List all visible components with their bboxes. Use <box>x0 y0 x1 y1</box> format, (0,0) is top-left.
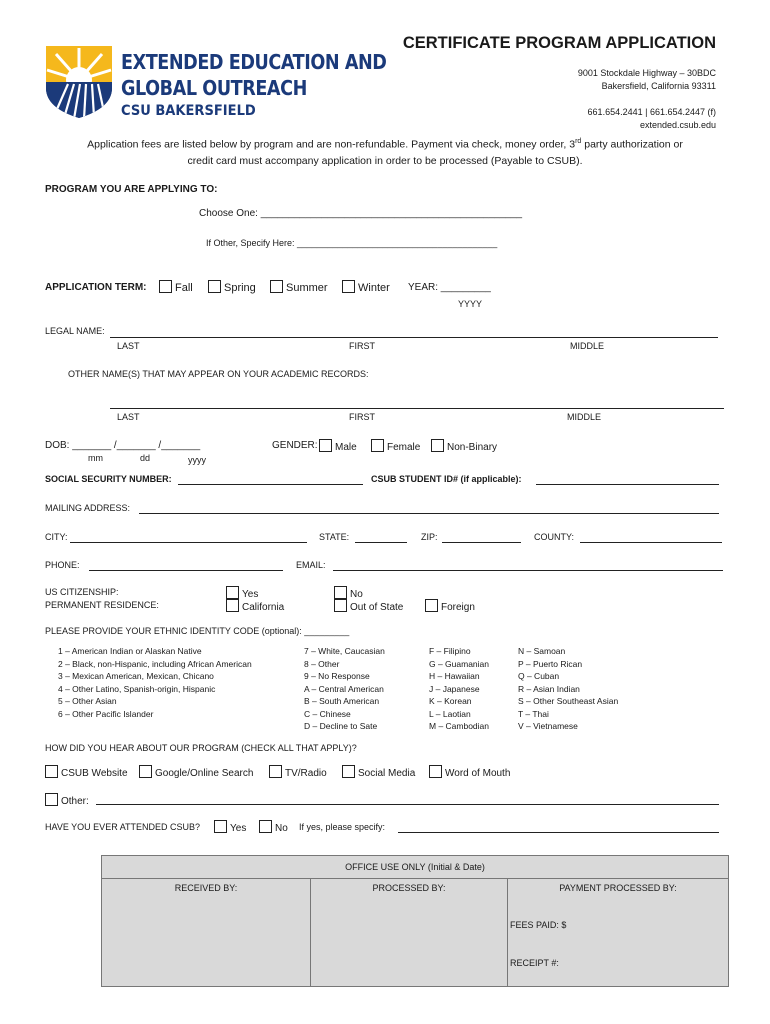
dob-yyyy: yyyy <box>188 455 206 465</box>
office-col-payment <box>508 879 728 986</box>
term-summer[interactable]: Summer <box>270 280 328 294</box>
ethnic-item: Q – Cuban <box>518 671 560 681</box>
other-first-label: FIRST <box>349 412 375 422</box>
county-label: COUNTY: <box>534 532 575 542</box>
ethnic-item: A – Central American <box>304 683 384 694</box>
other-checkbox[interactable] <box>45 793 58 806</box>
residence-foreign[interactable]: Foreign <box>425 599 475 613</box>
ethnic-item: P – Puerto Rican <box>518 658 583 669</box>
ethnic-item: K – Korean <box>429 696 472 706</box>
csub-website-checkbox[interactable] <box>45 765 58 778</box>
attended-yes[interactable]: Yes <box>214 820 246 834</box>
attended-specify-field[interactable] <box>398 822 719 833</box>
residence-california[interactable]: California <box>226 599 284 613</box>
ethnic-item: M – Cambodian <box>429 721 490 731</box>
ethnic-item: G – Guamanian <box>429 658 490 669</box>
summer-checkbox[interactable] <box>270 280 283 293</box>
other-last-label: LAST <box>117 412 140 422</box>
citizenship-no[interactable]: No <box>334 586 363 600</box>
ethnic-item: N – Samoan <box>518 646 566 656</box>
ethnic-item: 9 – No Response <box>304 671 370 681</box>
hear-word-of-mouth[interactable]: Word of Mouth <box>429 765 510 779</box>
ssn-field[interactable] <box>178 474 363 485</box>
email-field[interactable] <box>333 560 723 571</box>
state-label: STATE: <box>319 532 350 542</box>
california-checkbox[interactable] <box>226 599 239 612</box>
ethnic-col3 <box>429 645 489 733</box>
legal-first-label: FIRST <box>349 341 375 351</box>
ethnic-item: L – Laotian <box>429 708 471 719</box>
year-field[interactable]: YEAR: _________ <box>408 282 491 293</box>
dob-field[interactable]: DOB: _______ /_______ /_______ <box>45 440 201 451</box>
legal-middle-label: MIDDLE <box>570 341 605 351</box>
hear-label: HOW DID YOU HEAR ABOUT OUR PROGRAM (CHECK ALL THAT APPLY)? <box>45 743 357 753</box>
hear-google[interactable]: Google/Online Search <box>139 765 253 779</box>
gender-label: GENDER: <box>272 440 318 451</box>
ethnic-item: 4 – Other Latino, Spanish-origin, Hispanic <box>58 683 216 694</box>
office-use-title: OFFICE USE ONLY (Initial & Date) <box>345 862 485 872</box>
ethnic-item: D – Decline to Sate <box>304 721 378 731</box>
org-name-line3: CSU BAKERSFIELD <box>121 103 256 119</box>
ethnic-item: 3 – Mexican American, Mexican, Chicano <box>58 671 214 681</box>
legal-last-label: LAST <box>117 341 140 351</box>
other-middle-label: MIDDLE <box>567 412 602 422</box>
ethnic-item: 2 – Black, non-Hispanic, including African American <box>58 658 252 669</box>
ethnic-item: 1 – American Indian or Alaskan Native <box>58 646 202 656</box>
website: extended.csub.edu <box>639 120 716 130</box>
email-label: EMAIL: <box>296 560 326 570</box>
attended-yes-checkbox[interactable] <box>214 820 227 833</box>
gender-male[interactable]: Male <box>319 439 357 453</box>
org-logo <box>44 44 114 120</box>
mailing-field[interactable] <box>139 503 719 514</box>
hear-tv-radio[interactable]: TV/Radio <box>269 765 327 779</box>
ethnic-col4 <box>518 645 618 733</box>
dob-mm: mm <box>88 453 103 463</box>
yes-checkbox[interactable] <box>226 586 239 599</box>
ethnic-item: S – Other Southeast Asian <box>518 696 619 706</box>
hear-other-field[interactable] <box>96 794 719 805</box>
word-of-mouth-checkbox[interactable] <box>429 765 442 778</box>
hear-social-media[interactable]: Social Media <box>342 765 415 779</box>
office-use-box <box>101 855 729 987</box>
program-choose-field[interactable]: Choose One: _______________________________________________ <box>199 208 523 219</box>
state-field[interactable] <box>355 532 407 543</box>
ethnic-item: R – Asian Indian <box>518 683 580 694</box>
ethnic-item: 8 – Other <box>304 658 340 669</box>
zip-field[interactable] <box>442 532 521 543</box>
social-media-checkbox[interactable] <box>342 765 355 778</box>
ethnic-item: 7 – White, Caucasian <box>304 646 385 656</box>
county-field[interactable] <box>580 532 722 543</box>
city-label: CITY: <box>45 532 68 542</box>
hear-other[interactable]: Other: <box>45 793 89 807</box>
attended-no-checkbox[interactable] <box>259 820 272 833</box>
receipt-label: RECEIPT #: <box>510 958 559 968</box>
address-line2: Bakersfield, California 93311 <box>601 81 716 91</box>
ethnic-item: C – Chinese <box>304 708 351 719</box>
ethnic-item: V – Vietnamese <box>518 721 578 731</box>
term-spring[interactable]: Spring <box>208 280 256 294</box>
mailing-label: MAILING ADDRESS: <box>45 503 131 513</box>
intro-text-2: credit card must accompany application in order to be processed (Payable to CSUB). <box>187 155 583 167</box>
attended-label: HAVE YOU EVER ATTENDED CSUB? <box>45 822 201 832</box>
term-fall[interactable]: Fall <box>159 280 193 294</box>
tv-radio-checkbox[interactable] <box>269 765 282 778</box>
ethnic-item: J – Japanese <box>429 683 480 694</box>
ethnic-col1 <box>58 645 252 720</box>
ethnic-item: H – Hawaiian <box>429 671 480 681</box>
term-label: APPLICATION TERM: <box>45 282 147 293</box>
zip-label: ZIP: <box>421 532 438 542</box>
office-col-processed <box>311 879 508 986</box>
residence-out-of-state[interactable]: Out of State <box>334 599 403 613</box>
winter-checkbox[interactable] <box>342 280 355 293</box>
ethnic-code-field[interactable]: PLEASE PROVIDE YOUR ETHNIC IDENTITY CODE (optional): _________ <box>45 626 350 636</box>
attended-no[interactable]: No <box>259 820 288 834</box>
other-names-field[interactable] <box>110 398 724 409</box>
ethnic-col2 <box>304 645 385 733</box>
processed-by-label: PROCESSED BY: <box>372 883 446 893</box>
no-checkbox[interactable] <box>334 586 347 599</box>
legal-name-label: LEGAL NAME: <box>45 326 105 336</box>
address-line1: 9001 Stockdale Highway – 30BDC <box>577 68 716 78</box>
us-citizenship-label: US CITIZENSHIP: <box>45 587 119 597</box>
student-id-label: CSUB STUDENT ID# (if applicable): <box>371 474 522 484</box>
legal-name-field[interactable] <box>110 327 718 338</box>
foreign-checkbox[interactable] <box>425 599 438 612</box>
page-title: CERTIFICATE PROGRAM APPLICATION <box>402 34 716 52</box>
ethnic-item: 5 – Other Asian <box>58 696 117 706</box>
phone-label: PHONE: <box>45 560 80 570</box>
org-name-line2: GLOBAL OUTREACH <box>121 76 307 100</box>
program-other-field[interactable]: If Other, Specify Here: ________________________________________ <box>206 238 498 248</box>
office-use-header <box>102 856 728 879</box>
ethnic-item: B – South American <box>304 696 380 706</box>
ethnic-item: F – Filipino <box>429 646 471 656</box>
hear-csub-website[interactable]: CSUB Website <box>45 765 128 779</box>
citizenship-yes[interactable]: Yes <box>226 586 258 600</box>
permanent-residence-label: PERMANENT RESIDENCE: <box>45 600 159 610</box>
city-field[interactable] <box>70 532 307 543</box>
student-id-field[interactable] <box>536 474 719 485</box>
google-checkbox[interactable] <box>139 765 152 778</box>
program-heading: PROGRAM YOU ARE APPLYING TO: <box>45 184 218 195</box>
gender-nonbinary[interactable]: Non-Binary <box>431 439 497 453</box>
dob-dd: dd <box>140 453 151 463</box>
ethnic-item: T – Thai <box>518 708 549 719</box>
phone-fax: 661.654.2441 | 661.654.2447 (f) <box>587 107 716 117</box>
male-checkbox[interactable] <box>319 439 332 452</box>
term-winter[interactable]: Winter <box>342 280 390 294</box>
gender-female[interactable]: Female <box>371 439 420 453</box>
other-names-label: OTHER NAME(S) THAT MAY APPEAR ON YOUR ACADEMIC RECORDS: <box>68 369 369 379</box>
year-hint: YYYY <box>458 299 483 309</box>
ssn-label: SOCIAL SECURITY NUMBER: <box>45 474 172 484</box>
spring-checkbox[interactable] <box>208 280 221 293</box>
fees-paid-label: FEES PAID: $ <box>510 920 567 930</box>
phone-field[interactable] <box>89 560 283 571</box>
received-by-label: RECEIVED BY: <box>174 883 238 893</box>
ethnic-item: 6 – Other Pacific Islander <box>58 708 154 719</box>
out-of-state-checkbox[interactable] <box>334 599 347 612</box>
nonbinary-checkbox[interactable] <box>431 439 444 452</box>
fall-checkbox[interactable] <box>159 280 172 293</box>
attended-specify-label: If yes, please specify: <box>299 822 386 832</box>
office-col-received <box>102 879 311 986</box>
intro-text: Application fees are listed below by program and are non-refundable. Payment via check, money order, 3rd party authorization or <box>87 138 683 151</box>
payment-processed-label: PAYMENT PROCESSED BY: <box>559 883 677 893</box>
org-name-line1: EXTENDED EDUCATION AND <box>121 50 387 74</box>
female-checkbox[interactable] <box>371 439 384 452</box>
